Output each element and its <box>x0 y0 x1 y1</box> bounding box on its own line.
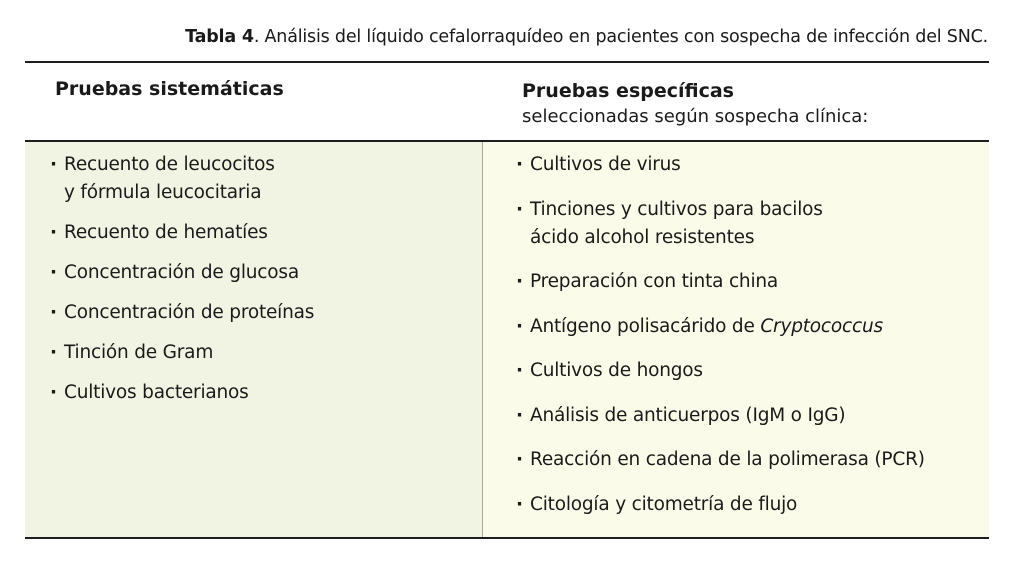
table-top-rule <box>25 61 989 63</box>
right-column-subtitle: seleccionadas según sospecha clínica: <box>522 106 869 127</box>
list-item-text: Cultivos de hongos <box>530 360 703 381</box>
list-item <box>516 268 925 296</box>
systematic-tests-list <box>50 151 314 419</box>
list-item <box>516 402 925 430</box>
list-item-text: Análisis de anticuerpos (IgM o IgG) <box>530 404 846 426</box>
right-column-header <box>522 78 868 130</box>
caption-text: . Análisis del líquido cefalorraquídeo en pacientes con sospecha de infección del SNC. <box>253 27 988 47</box>
list-item-text: Concentración de glucosa <box>64 262 299 283</box>
list-item-italic-term: Cryptococcus <box>760 315 883 337</box>
list-item <box>50 339 314 367</box>
list-item-text: Cultivos bacterianos <box>64 382 249 403</box>
list-item-text: Recuento de hematíes <box>64 222 268 243</box>
list-item <box>516 446 925 474</box>
list-item <box>516 313 925 341</box>
list-item-text: Reacción en cadena de la polimerasa (PCR) <box>530 449 925 470</box>
list-item <box>50 259 314 287</box>
list-item-text: Cultivos de virus <box>530 154 681 175</box>
list-item-text: Recuento de leucocitos <box>64 154 275 175</box>
table-caption <box>185 27 988 47</box>
right-column-title: Pruebas específicas <box>522 80 734 102</box>
list-item <box>50 379 314 407</box>
list-item <box>516 491 925 519</box>
list-item <box>516 357 925 385</box>
left-column-header: Pruebas sistemáticas <box>55 78 284 100</box>
list-item-text: Antígeno polisacárido de <box>530 315 761 337</box>
specific-tests-list <box>516 151 925 535</box>
list-item <box>50 151 314 207</box>
list-item-text: Concentración de proteínas <box>64 302 315 323</box>
list-item-text-continued: ácido alcohol resistentes <box>530 226 755 248</box>
list-item <box>516 196 925 252</box>
column-divider <box>482 142 483 537</box>
list-item-text: Preparación con tinta china <box>530 271 779 292</box>
list-item-text: Tinción de Gram <box>64 342 214 363</box>
list-item <box>50 299 314 327</box>
csf-analysis-table <box>25 61 989 539</box>
table-bottom-rule <box>25 537 989 539</box>
list-item-text: Tinciones y cultivos para bacilos <box>530 198 823 220</box>
list-item-text: Citología y citometría de flujo <box>530 493 798 515</box>
list-item <box>516 151 925 179</box>
caption-label: Tabla 4 <box>185 27 254 47</box>
list-item-text-continued: y fórmula leucocitaria <box>64 182 262 203</box>
list-item <box>50 219 314 247</box>
